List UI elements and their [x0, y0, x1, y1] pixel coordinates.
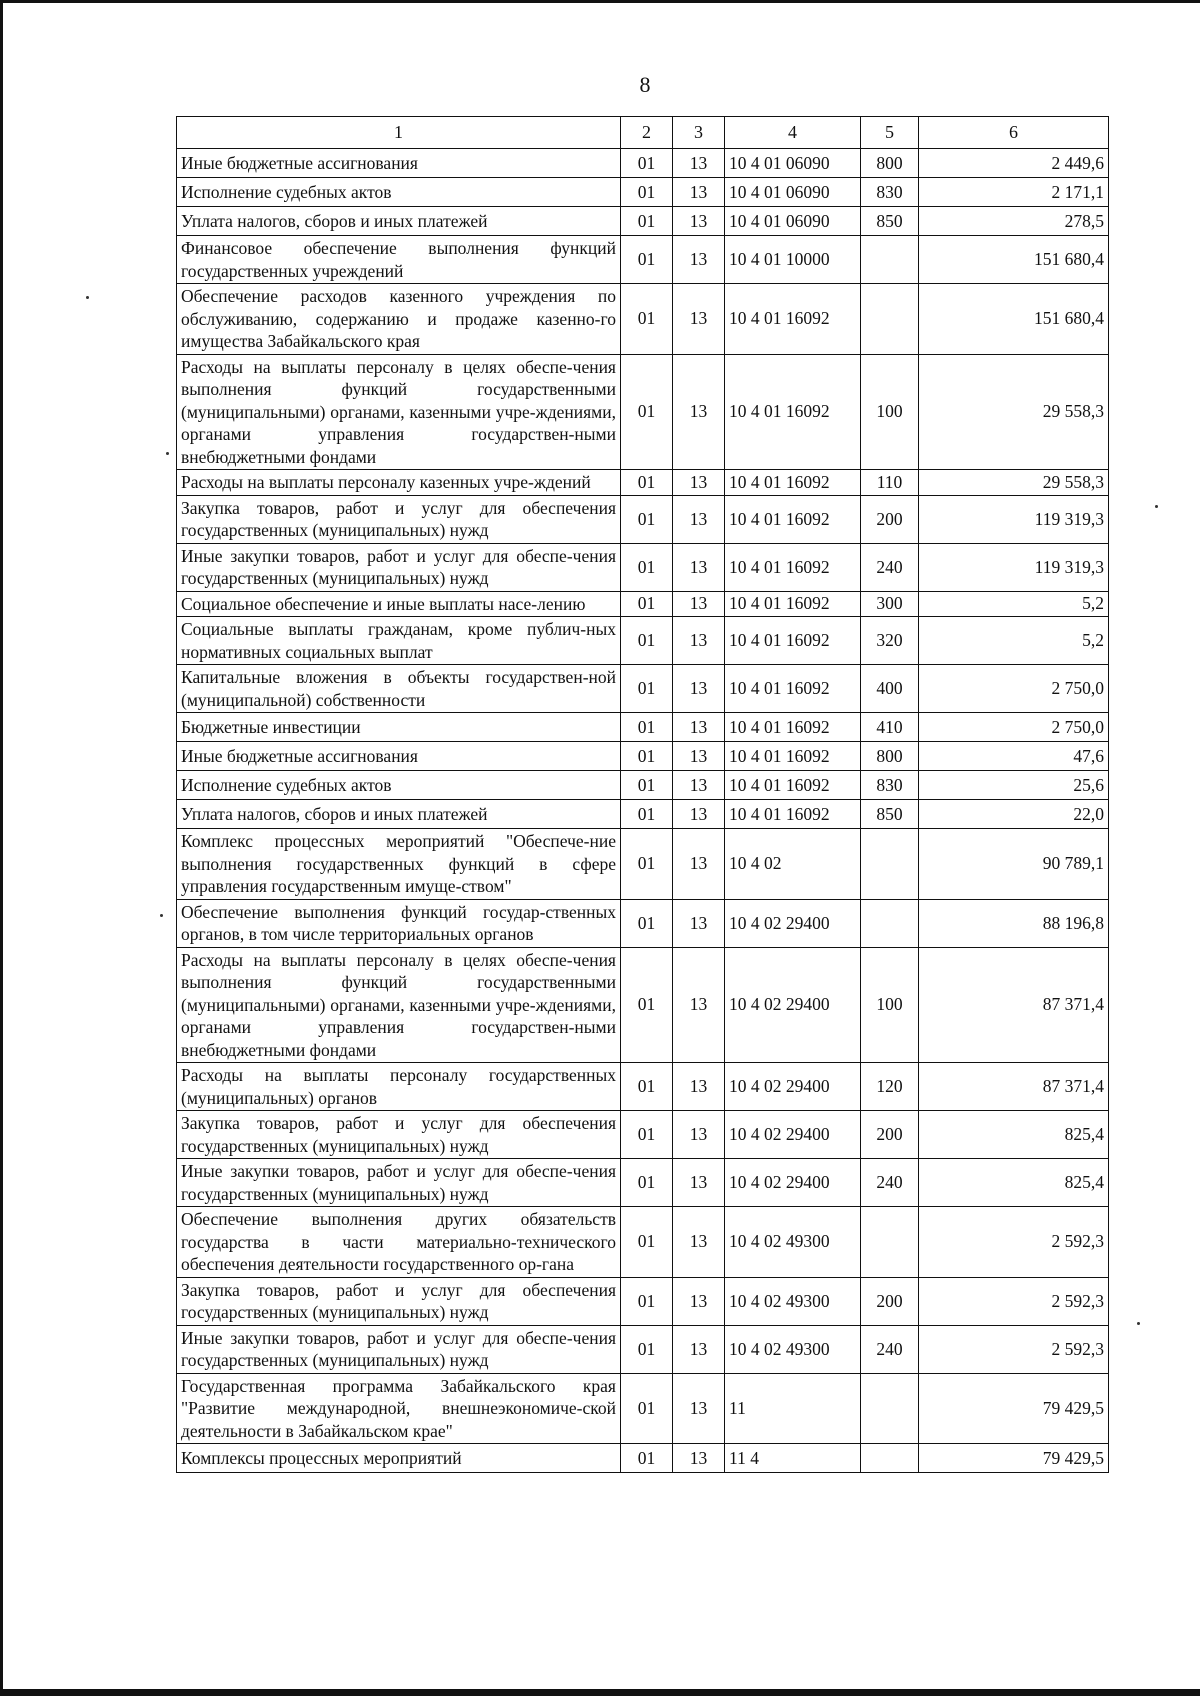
- row-target-article-cell: 10 4 01 16092: [725, 742, 861, 771]
- header-col-1: 1: [177, 117, 621, 149]
- table-row: [177, 149, 1109, 178]
- row-name-cell: Комплексы процессных мероприятий: [177, 1444, 621, 1473]
- row-section-cell: 01: [621, 713, 673, 742]
- row-name-cell: Закупка товаров, работ и услуг для обеспечения государственных (муниципальных) нужд: [177, 495, 621, 543]
- scan-speck: [166, 452, 169, 455]
- table-row: [177, 1325, 1109, 1373]
- row-subsection-cell: 13: [673, 1373, 725, 1444]
- row-name-cell: Государственная программа Забайкальского края "Развитие международной, внешнеэкономиче-ской деятельности в Забайкальском крае": [177, 1373, 621, 1444]
- row-expense-type-cell: 850: [861, 207, 919, 236]
- row-amount-cell: 2 592,3: [919, 1325, 1109, 1373]
- table-row: [177, 1063, 1109, 1111]
- table-row: [177, 207, 1109, 236]
- row-name-cell: Иные закупки товаров, работ и услуг для обеспе-чения государственных (муниципальных) нужд: [177, 1159, 621, 1207]
- row-section-cell: 01: [621, 829, 673, 900]
- row-target-article-cell: 10 4 01 16092: [725, 617, 861, 665]
- row-subsection-cell: 13: [673, 1111, 725, 1159]
- table-row: [177, 543, 1109, 591]
- header-col-4: 4: [725, 117, 861, 149]
- table-row: [177, 1111, 1109, 1159]
- row-amount-cell: 88 196,8: [919, 899, 1109, 947]
- row-target-article-cell: 10 4 01 16092: [725, 543, 861, 591]
- row-subsection-cell: 13: [673, 713, 725, 742]
- row-expense-type-cell: 110: [861, 470, 919, 496]
- row-section-cell: 01: [621, 1063, 673, 1111]
- row-expense-type-cell: 240: [861, 1159, 919, 1207]
- row-expense-type-cell: [861, 1444, 919, 1473]
- row-subsection-cell: 13: [673, 617, 725, 665]
- row-name-cell: Обеспечение выполнения других обязательств государства в части материально-технического обеспечения деятельности государственного ор-гана: [177, 1207, 621, 1278]
- row-name-cell: Бюджетные инвестиции: [177, 713, 621, 742]
- row-expense-type-cell: 800: [861, 742, 919, 771]
- table-row: [177, 800, 1109, 829]
- row-expense-type-cell: [861, 1207, 919, 1278]
- row-target-article-cell: 10 4 01 16092: [725, 495, 861, 543]
- row-expense-type-cell: 830: [861, 178, 919, 207]
- row-subsection-cell: 13: [673, 543, 725, 591]
- table-row: [177, 1159, 1109, 1207]
- row-expense-type-cell: [861, 829, 919, 900]
- row-amount-cell: 87 371,4: [919, 947, 1109, 1063]
- row-expense-type-cell: 410: [861, 713, 919, 742]
- row-amount-cell: 119 319,3: [919, 543, 1109, 591]
- row-target-article-cell: 11: [725, 1373, 861, 1444]
- row-section-cell: 01: [621, 800, 673, 829]
- table-row: [177, 771, 1109, 800]
- row-amount-cell: 25,6: [919, 771, 1109, 800]
- row-name-cell: Закупка товаров, работ и услуг для обеспечения государственных (муниципальных) нужд: [177, 1277, 621, 1325]
- row-name-cell: Расходы на выплаты персоналу в целях обеспе-чения выполнения функций государственными (муниципальными) органами, казенными учре-ждениями, органами управления государствен-ными внебюджетными фондами: [177, 354, 621, 470]
- row-section-cell: 01: [621, 665, 673, 713]
- header-col-6: 6: [919, 117, 1109, 149]
- row-subsection-cell: 13: [673, 1325, 725, 1373]
- row-section-cell: 01: [621, 284, 673, 355]
- row-amount-cell: 79 429,5: [919, 1373, 1109, 1444]
- scan-speck: [160, 914, 163, 917]
- row-section-cell: 01: [621, 149, 673, 178]
- row-name-cell: Уплата налогов, сборов и иных платежей: [177, 800, 621, 829]
- row-expense-type-cell: [861, 284, 919, 355]
- scan-edge-left: [0, 0, 3, 1696]
- row-name-cell: Иные бюджетные ассигнования: [177, 742, 621, 771]
- table-row: [177, 236, 1109, 284]
- table-row: [177, 591, 1109, 617]
- row-amount-cell: 825,4: [919, 1111, 1109, 1159]
- row-name-cell: Исполнение судебных актов: [177, 771, 621, 800]
- table-row: [177, 354, 1109, 470]
- row-amount-cell: 278,5: [919, 207, 1109, 236]
- table-row: [177, 1207, 1109, 1278]
- row-expense-type-cell: 200: [861, 1111, 919, 1159]
- row-subsection-cell: 13: [673, 354, 725, 470]
- table-header-row: [177, 117, 1109, 149]
- table-row: [177, 178, 1109, 207]
- row-target-article-cell: 10 4 02 49300: [725, 1207, 861, 1278]
- row-amount-cell: 22,0: [919, 800, 1109, 829]
- row-section-cell: 01: [621, 543, 673, 591]
- row-amount-cell: 151 680,4: [919, 284, 1109, 355]
- row-name-cell: Комплекс процессных мероприятий "Обеспече-ние выполнения государственных функций в сфере управления государственным имуще-ством": [177, 829, 621, 900]
- table-row: [177, 947, 1109, 1063]
- row-expense-type-cell: [861, 1373, 919, 1444]
- row-subsection-cell: 13: [673, 1063, 725, 1111]
- row-target-article-cell: 10 4 02 49300: [725, 1325, 861, 1373]
- row-subsection-cell: 13: [673, 899, 725, 947]
- header-col-2: 2: [621, 117, 673, 149]
- table-row: [177, 284, 1109, 355]
- row-target-article-cell: 10 4 02 29400: [725, 899, 861, 947]
- row-section-cell: 01: [621, 1159, 673, 1207]
- table-row: [177, 713, 1109, 742]
- row-subsection-cell: 13: [673, 829, 725, 900]
- page-number: 8: [639, 72, 651, 97]
- row-amount-cell: 5,2: [919, 617, 1109, 665]
- row-subsection-cell: 13: [673, 1159, 725, 1207]
- row-subsection-cell: 13: [673, 470, 725, 496]
- row-expense-type-cell: 200: [861, 1277, 919, 1325]
- row-section-cell: 01: [621, 470, 673, 496]
- row-name-cell: Иные бюджетные ассигнования: [177, 149, 621, 178]
- row-target-article-cell: 10 4 01 16092: [725, 284, 861, 355]
- row-name-cell: Уплата налогов, сборов и иных платежей: [177, 207, 621, 236]
- row-section-cell: 01: [621, 207, 673, 236]
- row-section-cell: 01: [621, 354, 673, 470]
- row-amount-cell: 151 680,4: [919, 236, 1109, 284]
- table-row: [177, 495, 1109, 543]
- row-amount-cell: 2 750,0: [919, 713, 1109, 742]
- table-row: [177, 665, 1109, 713]
- row-expense-type-cell: 120: [861, 1063, 919, 1111]
- header-col-5: 5: [861, 117, 919, 149]
- row-subsection-cell: 13: [673, 1277, 725, 1325]
- row-section-cell: 01: [621, 1325, 673, 1373]
- row-name-cell: Обеспечение выполнения функций государ-ственных органов, в том числе территориальных органов: [177, 899, 621, 947]
- row-amount-cell: 825,4: [919, 1159, 1109, 1207]
- row-name-cell: Социальные выплаты гражданам, кроме публич-ных нормативных социальных выплат: [177, 617, 621, 665]
- row-target-article-cell: 10 4 01 06090: [725, 207, 861, 236]
- row-section-cell: 01: [621, 947, 673, 1063]
- row-section-cell: 01: [621, 1277, 673, 1325]
- table-row: [177, 742, 1109, 771]
- row-subsection-cell: 13: [673, 665, 725, 713]
- row-name-cell: Закупка товаров, работ и услуг для обеспечения государственных (муниципальных) нужд: [177, 1111, 621, 1159]
- row-expense-type-cell: 850: [861, 800, 919, 829]
- scan-edge-top: [0, 0, 1200, 3]
- row-subsection-cell: 13: [673, 800, 725, 829]
- row-target-article-cell: 11 4: [725, 1444, 861, 1473]
- scan-speck: [1155, 505, 1158, 508]
- table-row: [177, 1444, 1109, 1473]
- row-amount-cell: 2 592,3: [919, 1207, 1109, 1278]
- table-row: [177, 470, 1109, 496]
- row-section-cell: 01: [621, 236, 673, 284]
- row-name-cell: Расходы на выплаты персоналу государственных (муниципальных) органов: [177, 1063, 621, 1111]
- row-amount-cell: 29 558,3: [919, 470, 1109, 496]
- row-expense-type-cell: [861, 236, 919, 284]
- row-section-cell: 01: [621, 1444, 673, 1473]
- row-expense-type-cell: 100: [861, 947, 919, 1063]
- row-target-article-cell: 10 4 01 10000: [725, 236, 861, 284]
- row-amount-cell: 29 558,3: [919, 354, 1109, 470]
- row-subsection-cell: 13: [673, 742, 725, 771]
- row-target-article-cell: 10 4 01 06090: [725, 149, 861, 178]
- row-section-cell: 01: [621, 1373, 673, 1444]
- header-col-3: 3: [673, 117, 725, 149]
- row-expense-type-cell: 240: [861, 543, 919, 591]
- budget-table: [176, 116, 1109, 1473]
- row-amount-cell: 2 750,0: [919, 665, 1109, 713]
- row-subsection-cell: 13: [673, 1207, 725, 1278]
- row-amount-cell: 5,2: [919, 591, 1109, 617]
- scan-edge-bottom: [0, 1689, 1200, 1696]
- row-target-article-cell: 10 4 01 16092: [725, 591, 861, 617]
- row-name-cell: Исполнение судебных актов: [177, 178, 621, 207]
- table-row: [177, 899, 1109, 947]
- row-section-cell: 01: [621, 495, 673, 543]
- row-subsection-cell: 13: [673, 1444, 725, 1473]
- row-expense-type-cell: 800: [861, 149, 919, 178]
- row-section-cell: 01: [621, 899, 673, 947]
- row-target-article-cell: 10 4 01 16092: [725, 800, 861, 829]
- row-amount-cell: 87 371,4: [919, 1063, 1109, 1111]
- row-section-cell: 01: [621, 742, 673, 771]
- row-target-article-cell: 10 4 02 29400: [725, 1063, 861, 1111]
- row-section-cell: 01: [621, 771, 673, 800]
- row-subsection-cell: 13: [673, 284, 725, 355]
- row-target-article-cell: 10 4 02: [725, 829, 861, 900]
- row-target-article-cell: 10 4 02 29400: [725, 1111, 861, 1159]
- row-subsection-cell: 13: [673, 591, 725, 617]
- row-section-cell: 01: [621, 617, 673, 665]
- row-expense-type-cell: 400: [861, 665, 919, 713]
- row-target-article-cell: 10 4 01 16092: [725, 771, 861, 800]
- row-amount-cell: 2 592,3: [919, 1277, 1109, 1325]
- row-amount-cell: 79 429,5: [919, 1444, 1109, 1473]
- row-target-article-cell: 10 4 01 16092: [725, 354, 861, 470]
- row-expense-type-cell: [861, 899, 919, 947]
- table-body: [177, 149, 1109, 1473]
- row-target-article-cell: 10 4 01 16092: [725, 713, 861, 742]
- row-expense-type-cell: 200: [861, 495, 919, 543]
- row-subsection-cell: 13: [673, 947, 725, 1063]
- row-expense-type-cell: 320: [861, 617, 919, 665]
- row-amount-cell: 2 449,6: [919, 149, 1109, 178]
- scan-speck: [86, 296, 89, 299]
- row-amount-cell: 47,6: [919, 742, 1109, 771]
- row-target-article-cell: 10 4 02 49300: [725, 1277, 861, 1325]
- row-expense-type-cell: 830: [861, 771, 919, 800]
- row-subsection-cell: 13: [673, 178, 725, 207]
- row-target-article-cell: 10 4 01 16092: [725, 665, 861, 713]
- row-subsection-cell: 13: [673, 495, 725, 543]
- row-subsection-cell: 13: [673, 207, 725, 236]
- row-name-cell: Расходы на выплаты персоналу казенных учре-ждений: [177, 470, 621, 496]
- row-target-article-cell: 10 4 02 29400: [725, 947, 861, 1063]
- table-row: [177, 829, 1109, 900]
- row-target-article-cell: 10 4 01 16092: [725, 470, 861, 496]
- row-name-cell: Обеспечение расходов казенного учреждения по обслуживанию, содержанию и продаже казенно-го имущества Забайкальского края: [177, 284, 621, 355]
- table-row: [177, 617, 1109, 665]
- row-target-article-cell: 10 4 01 06090: [725, 178, 861, 207]
- row-subsection-cell: 13: [673, 236, 725, 284]
- scan-speck: [1137, 1322, 1140, 1325]
- row-section-cell: 01: [621, 1207, 673, 1278]
- row-name-cell: Финансовое обеспечение выполнения функций государственных учреждений: [177, 236, 621, 284]
- row-amount-cell: 90 789,1: [919, 829, 1109, 900]
- row-target-article-cell: 10 4 02 29400: [725, 1159, 861, 1207]
- row-name-cell: Капитальные вложения в объекты государствен-ной (муниципальной) собственности: [177, 665, 621, 713]
- row-name-cell: Иные закупки товаров, работ и услуг для обеспе-чения государственных (муниципальных) нужд: [177, 1325, 621, 1373]
- table-row: [177, 1373, 1109, 1444]
- row-section-cell: 01: [621, 1111, 673, 1159]
- row-amount-cell: 119 319,3: [919, 495, 1109, 543]
- row-expense-type-cell: 240: [861, 1325, 919, 1373]
- row-amount-cell: 2 171,1: [919, 178, 1109, 207]
- row-expense-type-cell: 100: [861, 354, 919, 470]
- row-name-cell: Расходы на выплаты персоналу в целях обеспе-чения выполнения функций государственными (муниципальными) органами, казенными учре-ждениями, органами управления государствен-ными внебюджетными фондами: [177, 947, 621, 1063]
- row-name-cell: Иные закупки товаров, работ и услуг для обеспе-чения государственных (муниципальных) нужд: [177, 543, 621, 591]
- row-name-cell: Социальное обеспечение и иные выплаты насе-лению: [177, 591, 621, 617]
- row-subsection-cell: 13: [673, 771, 725, 800]
- table-row: [177, 1277, 1109, 1325]
- row-section-cell: 01: [621, 591, 673, 617]
- row-section-cell: 01: [621, 178, 673, 207]
- row-subsection-cell: 13: [673, 149, 725, 178]
- row-expense-type-cell: 300: [861, 591, 919, 617]
